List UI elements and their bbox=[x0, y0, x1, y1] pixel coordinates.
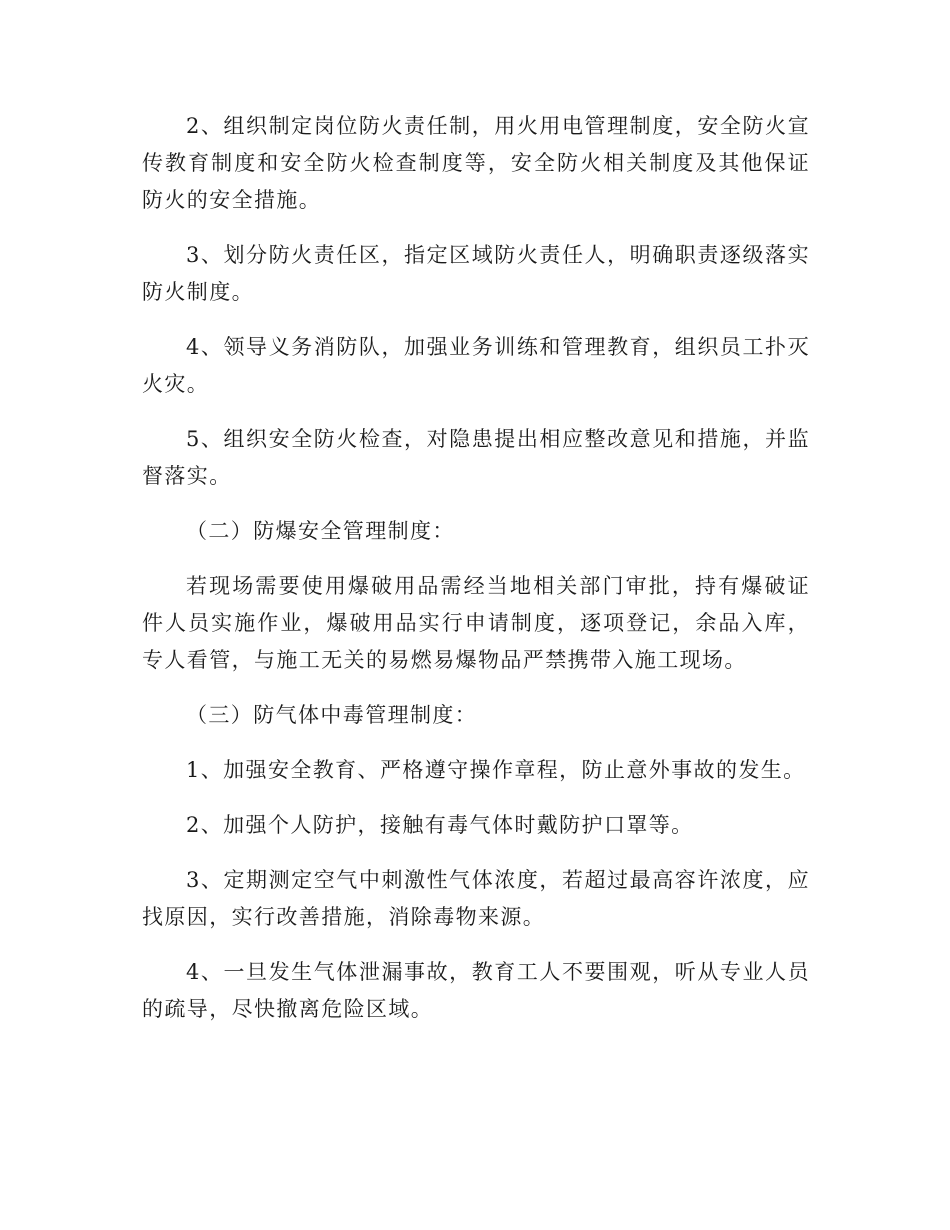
paragraph-fire-responsibility-system: 2、组织制定岗位防火责任制，用火用电管理制度，安全防火宣传教育制度和安全防火检查制度等，安全防火相关制度及其他保证防火的安全措施。 bbox=[142, 114, 810, 212]
paragraph-volunteer-fire-team: 4、领导义务消防队，加强业务训练和管理教育，组织员工扑灭火灾。 bbox=[142, 335, 810, 396]
paragraph-gas-leak-evacuation: 4、一旦发生气体泄漏事故，教育工人不要围观，听从专业人员的疏导，尽快撤离危险区域。 bbox=[142, 960, 810, 1021]
section-heading-gas-poisoning: （三）防气体中毒管理制度： bbox=[186, 703, 478, 727]
paragraph-fire-inspection: 5、组织安全防火检查，对隐患提出相应整改意见和措施，并监督落实。 bbox=[142, 427, 810, 488]
paragraph-fire-zones: 3、划分防火责任区，指定区域防火责任人，明确职责逐级落实防火制度。 bbox=[142, 243, 810, 304]
document-body bbox=[142, 108, 810, 1046]
paragraph-blasting-materials: 若现场需要使用爆破用品需经当地相关部门审批，持有爆破证件人员实施作业，爆破用品实行申请制度，逐项登记，余品入库，专人看管，与施工无关的易燃易爆物品严禁携带入施工现场。 bbox=[142, 574, 810, 672]
paragraph-personal-protection: 2、加强个人防护，接触有毒气体时戴防护口罩等。 bbox=[186, 813, 694, 837]
section-heading-explosion-safety: （二）防爆安全管理制度： bbox=[186, 519, 455, 543]
paragraph-gas-concentration: 3、定期测定空气中刺激性气体浓度，若超过最高容许浓度，应找原因，实行改善措施，消除毒物来源。 bbox=[142, 868, 810, 929]
paragraph-safety-education: 1、加强安全教育、严格遵守操作章程，防止意外事故的发生。 bbox=[186, 758, 806, 782]
